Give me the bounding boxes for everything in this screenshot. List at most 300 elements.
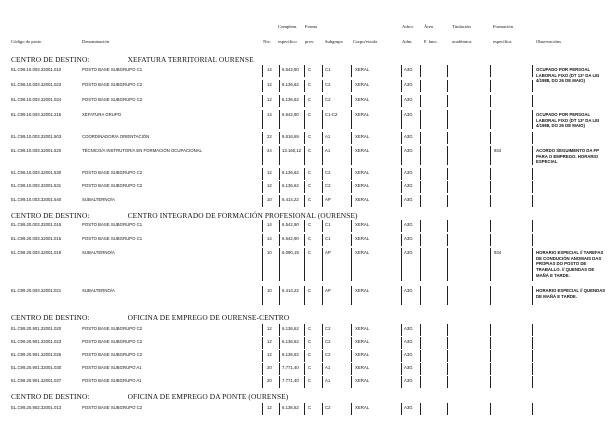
- cell-adscr: A3G: [404, 250, 413, 255]
- table-header: Código do posto Denominación Niv. Complem. específico Forma prov. Subgrupo Corpo/escala Adscr. Adm. Área F. func. Titulación académica Formación específica Observacións: [11, 24, 562, 44]
- column-rule: [322, 181, 323, 193]
- cell-subgrupo: C2: [325, 97, 331, 102]
- cell-codigo: EL.C99.10.003.32001.540: [11, 197, 62, 202]
- column-rule: [420, 376, 421, 388]
- column-rule: [351, 110, 352, 129]
- column-rule: [401, 376, 402, 388]
- cell-complemento: 6.090,19: [282, 250, 299, 255]
- cell-adscr: A3G: [404, 236, 413, 241]
- cell-subgrupo: AP: [325, 197, 331, 202]
- column-rule: [262, 363, 263, 375]
- column-rule: [351, 95, 352, 107]
- cell-denominacion: POSTO BASE SUBGRUPO C1: [82, 236, 143, 241]
- column-rule: [420, 220, 421, 232]
- column-rule: [279, 65, 280, 77]
- cell-adscr: A3G: [404, 378, 413, 383]
- cell-complemento: 9.516,69: [282, 134, 299, 139]
- cell-corpo: XERAL: [355, 170, 370, 175]
- cell-adscr: A3G: [404, 112, 413, 117]
- column-rule: [401, 195, 402, 207]
- cell-adscr: A3G: [404, 97, 413, 102]
- column-rule: [304, 363, 305, 375]
- column-rule: [304, 376, 305, 388]
- cell-subgrupo: A1: [325, 378, 331, 383]
- column-rule: [401, 337, 402, 349]
- column-rule: [447, 220, 448, 232]
- cell-denominacion: XEFATURA GRUPO: [82, 112, 122, 117]
- column-rule: [304, 65, 305, 77]
- column-rule: [490, 181, 491, 193]
- cell-codigo: EL.C99.10.003.32001.215: [11, 112, 62, 117]
- column-rule: [447, 80, 448, 92]
- cell-corpo: XERAL: [355, 112, 370, 117]
- cell-adscr: A3G: [404, 365, 413, 370]
- column-rule: [532, 110, 533, 129]
- header-area: Área F. func.: [424, 24, 438, 44]
- cell-nivel: 14: [267, 236, 272, 241]
- cell-nivel: 24: [267, 148, 272, 153]
- cell-adscr: A3G: [404, 326, 413, 331]
- column-rule: [490, 286, 491, 305]
- column-rule: [490, 195, 491, 207]
- section-title: CENTRO DE DESTINO: XEFATURA TERRITORIAL OURENSE: [11, 55, 254, 64]
- column-rule: [490, 234, 491, 246]
- column-rule: [351, 376, 352, 388]
- column-rule: [420, 248, 421, 281]
- cell-complemento: 6.136,62: [282, 405, 299, 410]
- column-rule: [401, 363, 402, 375]
- cell-forma: C: [308, 170, 312, 175]
- column-rule: [322, 376, 323, 388]
- table-row: [0, 378, 615, 391]
- column-rule: [532, 168, 533, 180]
- cell-nivel: 12: [267, 352, 272, 357]
- column-rule: [322, 248, 323, 281]
- cell-subgrupo: C2: [325, 405, 331, 410]
- cell-denominacion: POSTO BASE SUBGRUPO C2: [82, 82, 143, 87]
- cell-corpo: XERAL: [355, 134, 370, 139]
- table-row: [0, 326, 615, 339]
- column-rule: [279, 95, 280, 107]
- cell-adscr: A3G: [404, 67, 413, 72]
- column-rule: [420, 363, 421, 375]
- cell-nivel: 12: [267, 82, 272, 87]
- table-row: [0, 250, 615, 284]
- cell-subgrupo: C2: [325, 170, 331, 175]
- cell-codigo: EL.C99.10.003.32001.503: [11, 134, 62, 139]
- column-rule: [420, 65, 421, 77]
- column-rule: [351, 337, 352, 349]
- cell-complemento: 6.542,90: [282, 112, 299, 117]
- cell-forma: C: [308, 405, 312, 410]
- cell-nivel: 10: [267, 250, 272, 255]
- column-rule: [322, 110, 323, 129]
- table-row: [0, 339, 615, 352]
- table-row: [0, 148, 615, 168]
- cell-corpo: XERAL: [355, 288, 370, 293]
- cell-nivel: 12: [267, 339, 272, 344]
- column-rule: [532, 363, 533, 375]
- cell-subgrupo: C2: [325, 326, 331, 331]
- column-rule: [401, 403, 402, 415]
- column-rule: [401, 80, 402, 92]
- column-rule: [279, 132, 280, 144]
- column-rule: [322, 350, 323, 362]
- section-title: CENTRO DE DESTINO: CENTRO INTEGRADO DE FORMACIÓN PROFESIONAL (OURENSE): [11, 211, 358, 220]
- column-rule: [420, 132, 421, 144]
- cell-denominacion: POSTO BASE SUBGRUPO C1: [82, 67, 143, 72]
- section-title: CENTRO DE DESTINO: OFICINA DE EMPREGO DA PONTE (OURENSE): [11, 392, 289, 401]
- column-rule: [420, 324, 421, 336]
- cell-denominacion: POSTO BASE SUBGRUPO A1: [82, 378, 142, 383]
- cell-codigo: EL.C99.20.901.32001.026: [11, 352, 62, 357]
- cell-observacions: OCUPADO POR PERSOAL LABORAL FIXO (DT 13ª DA LEI 4/1988, DO 26 DE MAIO): [536, 67, 600, 84]
- cell-corpo: XERAL: [355, 405, 370, 410]
- column-rule: [351, 248, 352, 281]
- column-rule: [447, 146, 448, 165]
- column-rule: [401, 110, 402, 129]
- column-rule: [262, 376, 263, 388]
- column-rule: [322, 286, 323, 305]
- column-rule: [447, 337, 448, 349]
- cell-forma: C: [308, 352, 312, 357]
- cell-forma: C: [308, 97, 312, 102]
- column-rule: [490, 168, 491, 180]
- column-rule: [420, 350, 421, 362]
- column-rule: [490, 80, 491, 92]
- column-rule: [420, 181, 421, 193]
- cell-forma: C: [308, 82, 312, 87]
- cell-complemento: 7.771,40: [282, 365, 299, 370]
- column-rule: [279, 286, 280, 305]
- cell-nivel: 14: [267, 222, 272, 227]
- cell-forma: C: [308, 222, 312, 227]
- column-rule: [279, 168, 280, 180]
- cell-complemento: 6.542,90: [282, 236, 299, 241]
- column-rule: [447, 181, 448, 193]
- column-rule: [351, 363, 352, 375]
- cell-corpo: XERAL: [355, 97, 370, 102]
- cell-forma: C: [308, 236, 312, 241]
- cell-complemento: 7.771,40: [282, 378, 299, 383]
- table-row: [0, 82, 615, 95]
- column-rule: [490, 132, 491, 144]
- column-rule: [490, 403, 491, 415]
- column-rule: [279, 80, 280, 92]
- header-titulacion: Titulación académica: [452, 24, 472, 44]
- column-rule: [351, 324, 352, 336]
- cell-complemento: 6.542,90: [282, 222, 299, 227]
- column-rule: [401, 132, 402, 144]
- cell-subgrupo: C1: [325, 222, 331, 227]
- cell-denominacion: POSTO BASE SUBGRUPO C1: [82, 222, 143, 227]
- column-rule: [262, 234, 263, 246]
- header-complemento: Complem. específico: [278, 24, 298, 44]
- column-rule: [447, 286, 448, 305]
- cell-subgrupo: A1: [325, 148, 331, 153]
- table-row: [0, 197, 615, 210]
- column-rule: [322, 337, 323, 349]
- column-rule: [532, 234, 533, 246]
- cell-corpo: XERAL: [355, 197, 370, 202]
- cell-corpo: XERAL: [355, 67, 370, 72]
- column-rule: [490, 220, 491, 232]
- cell-denominacion: POSTO BASE SUBGRUPO A1: [82, 365, 142, 370]
- column-rule: [490, 110, 491, 129]
- table-row: [0, 134, 615, 147]
- column-rule: [304, 95, 305, 107]
- column-rule: [262, 195, 263, 207]
- column-rule: [304, 110, 305, 129]
- cell-complemento: 6.414,22: [282, 197, 299, 202]
- cell-nivel: 14: [267, 67, 272, 72]
- cell-forma: C: [308, 183, 312, 188]
- cell-complemento: 6.136,62: [282, 97, 299, 102]
- cell-adscr: A3G: [404, 183, 413, 188]
- column-rule: [351, 220, 352, 232]
- column-rule: [401, 168, 402, 180]
- column-rule: [401, 324, 402, 336]
- column-rule: [351, 181, 352, 193]
- cell-corpo: XERAL: [355, 365, 370, 370]
- cell-denominacion: POSTO BASE SUBGRUPO C2: [82, 326, 143, 331]
- column-rule: [532, 195, 533, 207]
- column-rule: [279, 376, 280, 388]
- cell-denominacion: SUBALTERNO/A: [82, 250, 115, 255]
- column-rule: [490, 337, 491, 349]
- cell-forma: C: [308, 197, 312, 202]
- column-rule: [351, 65, 352, 77]
- column-rule: [532, 220, 533, 232]
- table-row: [0, 170, 615, 183]
- cell-nivel: 22: [267, 134, 272, 139]
- cell-corpo: XERAL: [355, 148, 370, 153]
- column-rule: [447, 234, 448, 246]
- cell-observacions: ACORDO SEGUIMENTO DA FP PARA O EMPREGO. HORARIO ESPECIAL: [536, 148, 599, 165]
- column-rule: [401, 146, 402, 165]
- cell-subgrupo: C1: [325, 67, 331, 72]
- cell-nivel: 20: [267, 378, 272, 383]
- column-rule: [262, 181, 263, 193]
- column-rule: [401, 286, 402, 305]
- column-rule: [532, 350, 533, 362]
- cell-adscr: A3G: [404, 148, 413, 153]
- column-rule: [447, 168, 448, 180]
- table-row: [0, 236, 615, 249]
- column-rule: [532, 146, 533, 165]
- column-rule: [490, 146, 491, 165]
- cell-subgrupo: C2: [325, 82, 331, 87]
- cell-forma: C: [308, 67, 312, 72]
- column-rule: [532, 403, 533, 415]
- column-rule: [532, 376, 533, 388]
- cell-codigo: EL.C99.10.003.32001.530: [11, 170, 62, 175]
- cell-adscr: A3G: [404, 339, 413, 344]
- column-rule: [447, 363, 448, 375]
- cell-codigo: EL.C99.20.003.32001.019: [11, 250, 62, 255]
- column-rule: [447, 65, 448, 77]
- column-rule: [304, 337, 305, 349]
- column-rule: [447, 248, 448, 281]
- cell-codigo: EL.C99.20.003.32001.016: [11, 236, 62, 241]
- cell-corpo: XERAL: [355, 222, 370, 227]
- cell-complemento: 6.136,62: [282, 170, 299, 175]
- cell-codigo: EL.C99.10.003.32001.010: [11, 67, 62, 72]
- cell-adscr: A3G: [404, 197, 413, 202]
- column-rule: [322, 80, 323, 92]
- column-rule: [351, 234, 352, 246]
- column-rule: [447, 95, 448, 107]
- cell-denominacion: TÉCNICO/A INSTRUTOR/A EN FORMACIÓN OCUPACIONAL: [82, 148, 202, 153]
- column-rule: [401, 234, 402, 246]
- cell-observacions: HORARIO ESPECIAL // QUENDAS DE MAÑÁ E TARDE.: [536, 288, 606, 299]
- column-rule: [420, 168, 421, 180]
- column-rule: [322, 146, 323, 165]
- cell-formacion: 934: [494, 250, 502, 255]
- column-rule: [304, 286, 305, 305]
- cell-subgrupo: C1-C2: [325, 112, 338, 117]
- cell-codigo: EL.C99.20.003.32001.021: [11, 288, 62, 293]
- cell-complemento: 6.136,62: [282, 183, 299, 188]
- cell-complemento: 6.136,62: [282, 352, 299, 357]
- column-rule: [447, 324, 448, 336]
- cell-denominacion: POSTO BASE SUBGRUPO C2: [82, 170, 143, 175]
- cell-nivel: 12: [267, 183, 272, 188]
- column-rule: [279, 195, 280, 207]
- cell-forma: C: [308, 148, 312, 153]
- column-rule: [262, 220, 263, 232]
- column-rule: [490, 376, 491, 388]
- cell-forma: C: [308, 250, 312, 255]
- cell-nivel: 12: [267, 326, 272, 331]
- column-rule: [420, 95, 421, 107]
- column-rule: [322, 132, 323, 144]
- cell-denominacion: POSTO BASE SUBGRUPO C2: [82, 352, 143, 357]
- column-rule: [447, 376, 448, 388]
- column-rule: [401, 248, 402, 281]
- cell-denominacion: POSTO BASE SUBGRUPO C2: [82, 183, 143, 188]
- column-rule: [279, 181, 280, 193]
- column-rule: [262, 95, 263, 107]
- cell-forma: C: [308, 378, 312, 383]
- column-rule: [401, 65, 402, 77]
- column-rule: [279, 110, 280, 129]
- column-rule: [304, 195, 305, 207]
- column-rule: [532, 324, 533, 336]
- column-rule: [262, 132, 263, 144]
- table-row: [0, 405, 615, 418]
- column-rule: [420, 146, 421, 165]
- header-forma: Forma prov.: [305, 24, 317, 44]
- cell-complemento: 6.136,62: [282, 326, 299, 331]
- cell-subgrupo: AP: [325, 288, 331, 293]
- column-rule: [279, 350, 280, 362]
- header-adscr: Adscr. Adm.: [402, 24, 414, 44]
- section-title: CENTRO DE DESTINO: OFICINA DE EMPREGO DE OURENSE-CENTRO: [11, 313, 290, 322]
- column-rule: [351, 146, 352, 165]
- cell-codigo: EL.C99.10.003.32001.024: [11, 97, 62, 102]
- column-rule: [262, 403, 263, 415]
- column-rule: [532, 65, 533, 77]
- column-rule: [262, 286, 263, 305]
- cell-corpo: XERAL: [355, 183, 370, 188]
- column-rule: [322, 234, 323, 246]
- column-rule: [532, 181, 533, 193]
- cell-codigo: EL.C99.20.003.32001.015: [11, 222, 62, 227]
- column-rule: [447, 132, 448, 144]
- column-rule: [279, 146, 280, 165]
- column-rule: [490, 363, 491, 375]
- cell-complemento: 6.414,22: [282, 288, 299, 293]
- cell-corpo: XERAL: [355, 82, 370, 87]
- column-rule: [322, 168, 323, 180]
- column-rule: [447, 403, 448, 415]
- column-rule: [304, 168, 305, 180]
- column-rule: [532, 248, 533, 281]
- column-rule: [420, 403, 421, 415]
- cell-adscr: A3G: [404, 82, 413, 87]
- column-rule: [304, 324, 305, 336]
- table-row: [0, 97, 615, 110]
- column-rule: [279, 220, 280, 232]
- column-rule: [351, 350, 352, 362]
- column-rule: [351, 403, 352, 415]
- cell-denominacion: POSTO BASE SUBGRUPO C2: [82, 405, 143, 410]
- column-rule: [322, 65, 323, 77]
- column-rule: [279, 248, 280, 281]
- cell-codigo: EL.C99.10.003.32001.520: [11, 148, 62, 153]
- cell-nivel: 14: [267, 112, 272, 117]
- cell-subgrupo: C2: [325, 352, 331, 357]
- table-row: [0, 352, 615, 365]
- column-rule: [401, 95, 402, 107]
- cell-corpo: XERAL: [355, 339, 370, 344]
- column-rule: [262, 324, 263, 336]
- cell-adscr: A3G: [404, 288, 413, 293]
- cell-forma: C: [308, 112, 312, 117]
- cell-nivel: 20: [267, 365, 272, 370]
- column-rule: [532, 95, 533, 107]
- column-rule: [351, 168, 352, 180]
- cell-corpo: XERAL: [355, 326, 370, 331]
- cell-adscr: A3G: [404, 134, 413, 139]
- table-row: [0, 288, 615, 308]
- column-rule: [532, 132, 533, 144]
- column-rule: [279, 324, 280, 336]
- cell-complemento: 6.542,90: [282, 67, 299, 72]
- cell-forma: C: [308, 288, 312, 293]
- column-rule: [351, 286, 352, 305]
- cell-adscr: A3G: [404, 170, 413, 175]
- column-rule: [322, 220, 323, 232]
- column-rule: [262, 65, 263, 77]
- table-row: [0, 183, 615, 196]
- table-row: [0, 67, 615, 84]
- column-rule: [279, 337, 280, 349]
- column-rule: [490, 324, 491, 336]
- column-rule: [262, 80, 263, 92]
- column-rule: [490, 65, 491, 77]
- column-rule: [420, 337, 421, 349]
- column-rule: [420, 195, 421, 207]
- cell-corpo: XERAL: [355, 250, 370, 255]
- column-rule: [532, 337, 533, 349]
- cell-nivel: 12: [267, 97, 272, 102]
- column-rule: [490, 248, 491, 281]
- column-rule: [304, 248, 305, 281]
- column-rule: [304, 350, 305, 362]
- cell-denominacion: SUBALTERNO/A: [82, 197, 115, 202]
